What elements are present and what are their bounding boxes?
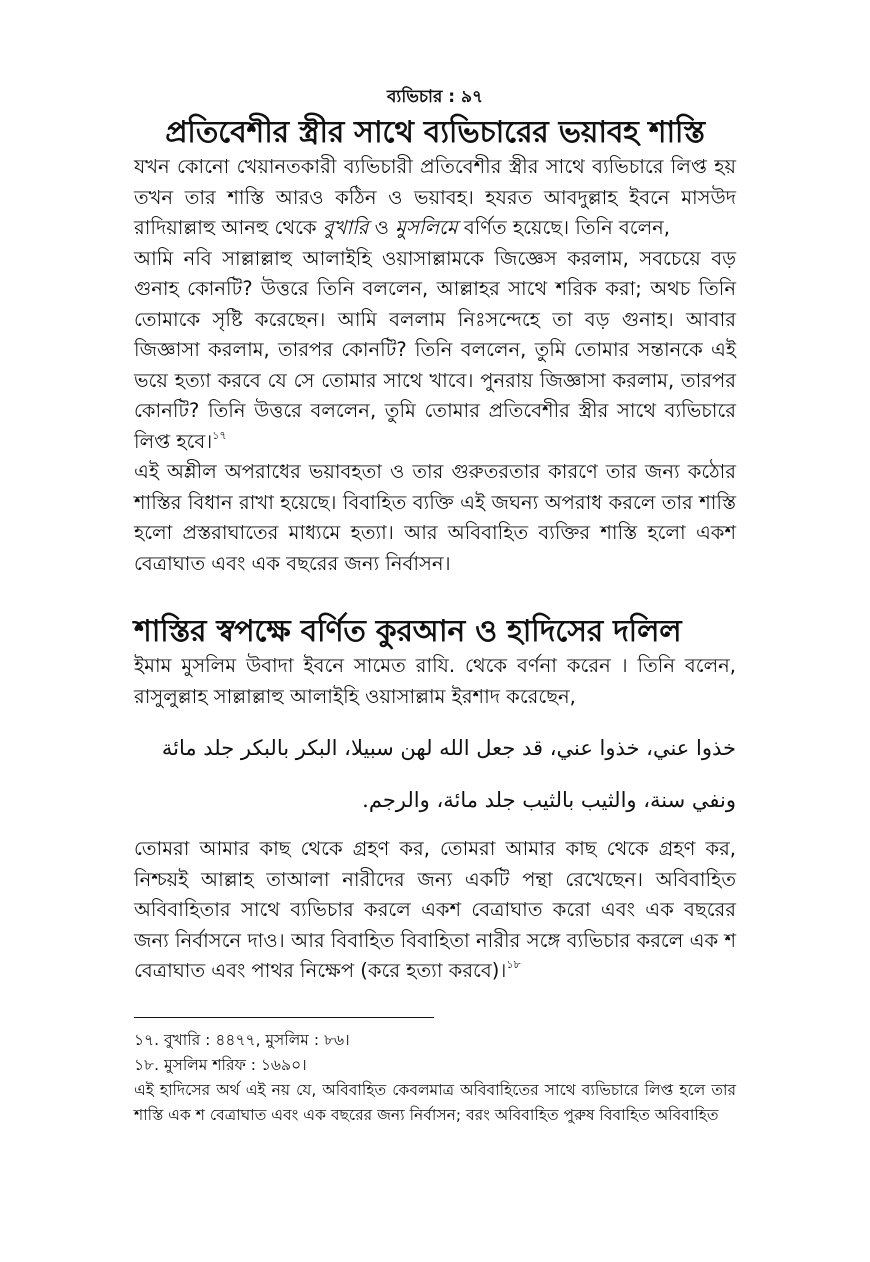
- footnote-18: ১৮. মুসলিম শরিফ : ১৬৯০।: [134, 1055, 307, 1074]
- footnote-ref-18[interactable]: ১৮: [506, 958, 521, 971]
- punishment-paragraph: এই অশ্লীল অপরাধের ভয়াবহতা ও তার গুরুতরতার কারণে তার জন্য কঠোর শাস্তির বিধান রাখা হয়েছে। বিবাহিত ব্যক্তি এই জঘন্য অপরাধ করলে তার শাস্তি হলো প্রস্তরাঘাতের মাধ্যমে হত্যা। আর অবিবাহিত ব্যক্তির শাস্তি হলো একশ বেত্রাঘাত এবং এক বছরের জন্য নির্বাসন।: [134, 460, 736, 575]
- footnote-ref-17[interactable]: ১৭: [212, 428, 227, 442]
- hadith-paragraph: [134, 244, 736, 458]
- hadith-translation: [134, 834, 736, 987]
- section-heading-neighbor-wife: প্রতিবেশীর স্ত্রীর সাথে ব্যভিচারের ভয়াবহ শাস্তি: [165, 115, 705, 150]
- footnote-17: ১৭. বুখারি : ৪৪৭৭, মুসলিম : ৮৬।: [134, 1030, 350, 1049]
- footnote-divider: [134, 1017, 434, 1018]
- source-muslim: মুসলিমে: [395, 216, 458, 239]
- intro-text-b: ও: [368, 216, 396, 239]
- hadith-text: আমি নবি সাল্লাল্লাহু আলাইহি ওয়াসাল্লামকে জিজ্ঞেস করলাম, সবচেয়ে বড় গুনাহ কোনটি? উত্তরে তিনি বললেন, আল্লাহর সাথে শরিক করা; অথচ তিনি তোমাকে সৃষ্টি করেছেন। আমি বললাম নিঃসন্দেহে তা বড় গুনাহ। আবার জিজ্ঞাসা করলাম, তারপর কোনটি? তিনি বললেন, তুমি তোমার সন্তানকে এই ভয়ে হত্যা করবে যে সে তোমার সাথে খাবে। পুনরায় জিজ্ঞাসা করলাম, তারপর কোনটি? তিনি উত্তরে বললেন, তুমি তোমার প্রতিবেশীর স্ত্রীর সাথে ব্যভিচারে লিপ্ত হবে।: [134, 246, 736, 453]
- arabic-hadith-text: خذوا عني، خذوا عني، قد جعل الله لهن سبيلا، البكر بالبكر جلد مائة ونفي سنة، والثيب بالثيب جلد مائة، والرجم.: [161, 736, 736, 812]
- intro-text-c: বর্ণিত হয়েছে। তিনি বলেন,: [457, 216, 670, 239]
- muslim-narration-intro: ইমাম মুসলিম উবাদা ইবনে সামেত রাযি. থেকে বর্ণনা করেন । তিনি বলেন, রাসুলুল্লাহ সাল্লাল্লাহু আলাইহি ওয়াসাল্লাম ইরশাদ করেছেন,: [134, 654, 736, 708]
- source-bukhari: বুখারি: [322, 216, 369, 239]
- footnote-explanation: এই হাদিসের অর্থ এই নয় যে, অবিবাহিত কেবলমাত্র অবিবাহিতের সাথে ব্যভিচারে লিপ্ত হলে তার শাস্তি এক শ বেত্রাঘাত এবং এক বছরের জন্য নির্বাসন; বরং অবিবাহিত পুরুষ বিবাহিত অবিবাহিত: [134, 1080, 736, 1124]
- intro-paragraph: [134, 152, 736, 244]
- section-heading-evidence: শাস্তির স্বপক্ষে বর্ণিত কুরআন ও হাদিসের দলিল: [134, 614, 682, 649]
- translation-text: তোমরা আমার কাছ থেকে গ্রহণ কর, তোমরা আমার কাছ থেকে গ্রহণ কর, নিশ্চয়ই আল্লাহ তাআলা নারীদের জন্য একটি পন্থা রেখেছেন। অবিবাহিত অবিবাহিতার সাথে ব্যভিচার করলে একশ বেত্রাঘাত করো এবং এক বছরের জন্য নির্বাসনে দাও। আর বিবাহিত বিবাহিতা নারীর সঙ্গে ব্যভিচার করলে এক শ বেত্রাঘাত এবং পাথর নিক্ষেপ (করে হত্যা করবে)।: [134, 837, 736, 982]
- intro-text-a: যখন কোনো খেয়ানতকারী ব্যভিচারী প্রতিবেশীর স্ত্রীর সাথে ব্যভিচারে লিপ্ত হয় তখন তার শাস্তি আরও কঠিন ও ভয়াবহ। হযরত আবদুল্লাহ ইবনে মাসউদ রাদিয়াল্লাহু আনহু থেকে: [134, 155, 736, 239]
- running-head: ব্যভিচার : ৯৭: [386, 87, 484, 107]
